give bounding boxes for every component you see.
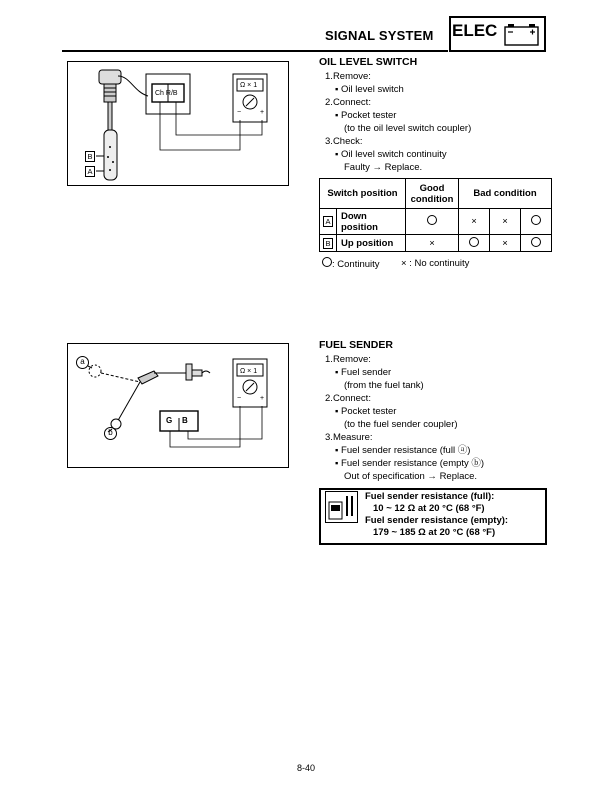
step-item: ▪ Oil level switch: [335, 84, 404, 95]
svg-text:+: +: [260, 395, 265, 402]
step-line: 1.Remove:: [325, 354, 371, 365]
table-row: A Down position × ×: [320, 209, 552, 235]
step-item: ▪ Oil level switch continuity: [335, 149, 447, 160]
svg-text:−: −: [237, 395, 242, 402]
continuity-icon: [427, 215, 437, 225]
step-item: Out of specification → Replace.: [344, 471, 478, 482]
step-item: (to the oil level switch coupler): [344, 123, 472, 134]
step-line: 3.Check:: [325, 136, 363, 147]
section-code: ELEC: [452, 21, 498, 40]
fuel-steps: [325, 353, 484, 483]
legend-continuity: : Continuity: [322, 257, 380, 271]
step-item: ▪ Pocket tester: [335, 110, 397, 121]
step-line: 2.Connect:: [325, 97, 371, 108]
continuity-icon: [322, 257, 332, 267]
coupler-label: Ch R/B: [155, 90, 178, 97]
legend-no-continuity: × : No continuity: [401, 258, 470, 269]
switch-continuity-table: [319, 178, 552, 252]
step-line: 2.Connect:: [325, 393, 371, 404]
position-a-label: A: [85, 166, 95, 177]
step-item: (to the fuel sender coupler): [344, 419, 458, 430]
meter-probe-icon: [326, 492, 357, 522]
fuel-sender-diagram: [68, 344, 287, 466]
spec-empty-value: 179 ~ 185 Ω at 20 °C (68 °F): [373, 527, 496, 538]
spec-full-value: 10 ~ 12 Ω at 20 °C (68 °F): [373, 503, 485, 514]
page-section-title: SIGNAL SYSTEM: [325, 28, 434, 43]
svg-text:+: +: [260, 109, 265, 116]
step-item: Faulty → Replace.: [344, 162, 423, 173]
step-item: ▪ Fuel sender resistance (full ⓐ): [335, 445, 471, 456]
continuity-icon: [469, 237, 479, 247]
coupler-g-label: G: [166, 416, 173, 425]
step-item: ▪ Fuel sender resistance (empty ⓑ): [335, 458, 485, 469]
oil-level-switch-figure: [67, 61, 289, 186]
step-line: 1.Remove:: [325, 71, 371, 82]
svg-text:−: −: [237, 109, 242, 116]
tester-icon: [325, 491, 358, 523]
step-line: 3.Measure:: [325, 432, 373, 443]
continuity-icon: [531, 237, 541, 247]
meter-range-label: Ω × 1: [240, 368, 258, 375]
coupler-b-label: B: [182, 416, 188, 425]
spec-full-label: Fuel sender resistance (full):: [365, 491, 495, 502]
step-item: ▪ Fuel sender: [335, 367, 392, 378]
spec-empty-label: Fuel sender resistance (empty):: [365, 515, 509, 526]
step-item: (from the fuel tank): [344, 380, 424, 391]
page-number: 8-40: [297, 763, 316, 773]
battery-icon: [502, 21, 542, 47]
meter-range-label: Ω × 1: [240, 82, 258, 89]
header-rule: [62, 50, 448, 52]
oil-level-switch-diagram: [68, 62, 287, 184]
fuel-sender-figure: [67, 343, 289, 468]
oil-level-switch-heading: OIL LEVEL SWITCH: [319, 56, 418, 68]
table-row: B Up position × ×: [320, 235, 552, 252]
continuity-icon: [531, 215, 541, 225]
step-item: ▪ Pocket tester: [335, 406, 397, 417]
empty-position-label: b: [104, 427, 117, 440]
fuel-sender-heading: FUEL SENDER: [319, 339, 393, 351]
position-b-label: B: [85, 151, 95, 162]
col-bad-condition: Bad condition: [459, 179, 552, 209]
col-switch-position: Switch position: [320, 179, 406, 209]
col-good-condition: Good condition: [406, 179, 459, 209]
oil-steps: [325, 70, 471, 174]
full-position-label: a: [76, 356, 89, 369]
